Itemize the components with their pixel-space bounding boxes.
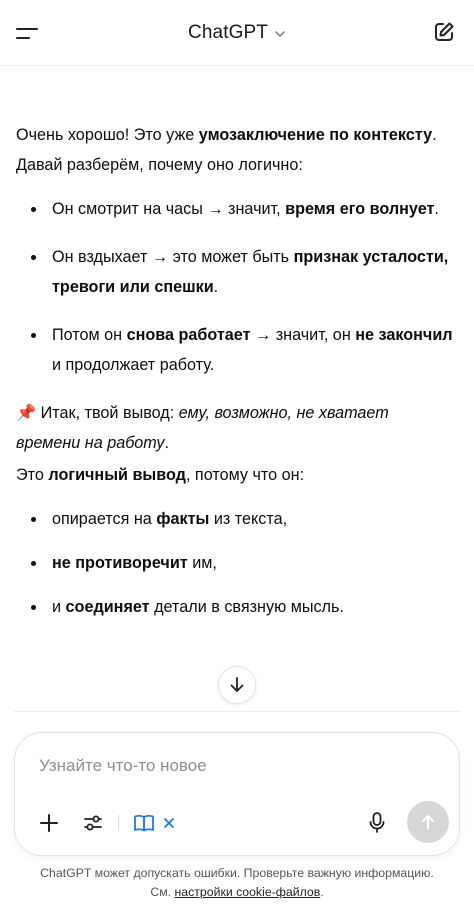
tools-button[interactable] xyxy=(79,809,107,837)
text: → значит, он xyxy=(250,326,356,344)
text: и продолжает работу. xyxy=(52,356,215,374)
list-item xyxy=(16,504,456,534)
book-icon xyxy=(133,813,155,833)
bold-text: соединяет xyxy=(65,598,150,616)
list-item xyxy=(16,242,456,302)
microphone-icon xyxy=(367,811,387,835)
arrow-down-icon xyxy=(227,675,247,695)
text: детали в связную мысль. xyxy=(149,598,344,616)
text: , потому что он: xyxy=(185,466,305,484)
text: Потом он xyxy=(52,326,127,344)
list-item xyxy=(16,194,456,224)
edit-icon[interactable] xyxy=(432,20,456,44)
cookie-line xyxy=(0,883,474,902)
bold-text: не закончил xyxy=(355,326,453,344)
scroll-to-bottom-button[interactable] xyxy=(218,666,256,704)
arrow-up-icon xyxy=(419,813,437,831)
send-button[interactable] xyxy=(407,801,449,843)
plus-icon xyxy=(38,812,60,834)
bold-text: умозаключение по контексту xyxy=(198,126,433,144)
bold-text: факты xyxy=(156,510,210,528)
top-bar xyxy=(0,0,474,66)
text: . xyxy=(164,434,170,452)
text: и xyxy=(52,598,66,616)
text: . xyxy=(434,200,439,218)
text: . xyxy=(320,885,324,899)
list-item xyxy=(16,592,456,622)
text: им, xyxy=(187,554,217,572)
text: . xyxy=(213,278,219,296)
bold-text: признак усталости, тревоги или спешки xyxy=(52,248,449,296)
bold-text: не противоречит xyxy=(52,554,188,572)
text: . Давай разберём, почему оно логично: xyxy=(16,126,437,174)
separator xyxy=(118,815,119,831)
list-item xyxy=(16,320,456,380)
text: из текста, xyxy=(209,510,288,528)
text: Он смотрит на часы → значит, xyxy=(52,200,286,218)
list-item xyxy=(16,548,456,578)
message-paragraph xyxy=(16,120,456,180)
italic-text: ему, возможно, не хватает времени на работу xyxy=(16,404,389,452)
bold-text: снова работает xyxy=(126,326,251,344)
disclaimer xyxy=(0,864,474,902)
message-input[interactable] xyxy=(39,751,429,781)
text: опирается на xyxy=(52,510,157,528)
assistant-message xyxy=(16,120,456,636)
disclaimer-text: ChatGPT может допускать ошибки. Проверьте важную информацию. xyxy=(40,866,434,880)
text: Он вздыхает → это может быть xyxy=(52,248,294,266)
bold-text: время его волнует xyxy=(285,200,435,218)
app-title: ChatGPT xyxy=(188,21,268,43)
model-selector[interactable] xyxy=(188,22,286,44)
reasons-list xyxy=(16,504,456,622)
pushpin-icon: 📌 xyxy=(16,404,37,422)
chevron-down-icon xyxy=(274,28,286,40)
close-icon[interactable] xyxy=(163,817,175,829)
study-mode-chip[interactable] xyxy=(133,809,175,837)
reasoning-list xyxy=(16,194,456,380)
text: Это xyxy=(16,466,49,484)
message-composer xyxy=(14,732,460,856)
divider xyxy=(14,711,460,712)
menu-icon[interactable] xyxy=(16,21,42,45)
message-paragraph xyxy=(16,460,456,490)
text: См. xyxy=(150,885,175,899)
microphone-button[interactable] xyxy=(363,809,391,837)
conclusion-paragraph xyxy=(16,398,456,458)
text: Очень хорошо! Это уже xyxy=(16,126,199,144)
cookie-settings-link[interactable]: настройки cookie-файлов xyxy=(174,885,321,899)
bold-text: логичный вывод xyxy=(48,466,186,484)
text: Итак, твой вывод: xyxy=(36,404,179,422)
sliders-icon xyxy=(82,812,104,834)
add-attachment-button[interactable] xyxy=(35,809,63,837)
